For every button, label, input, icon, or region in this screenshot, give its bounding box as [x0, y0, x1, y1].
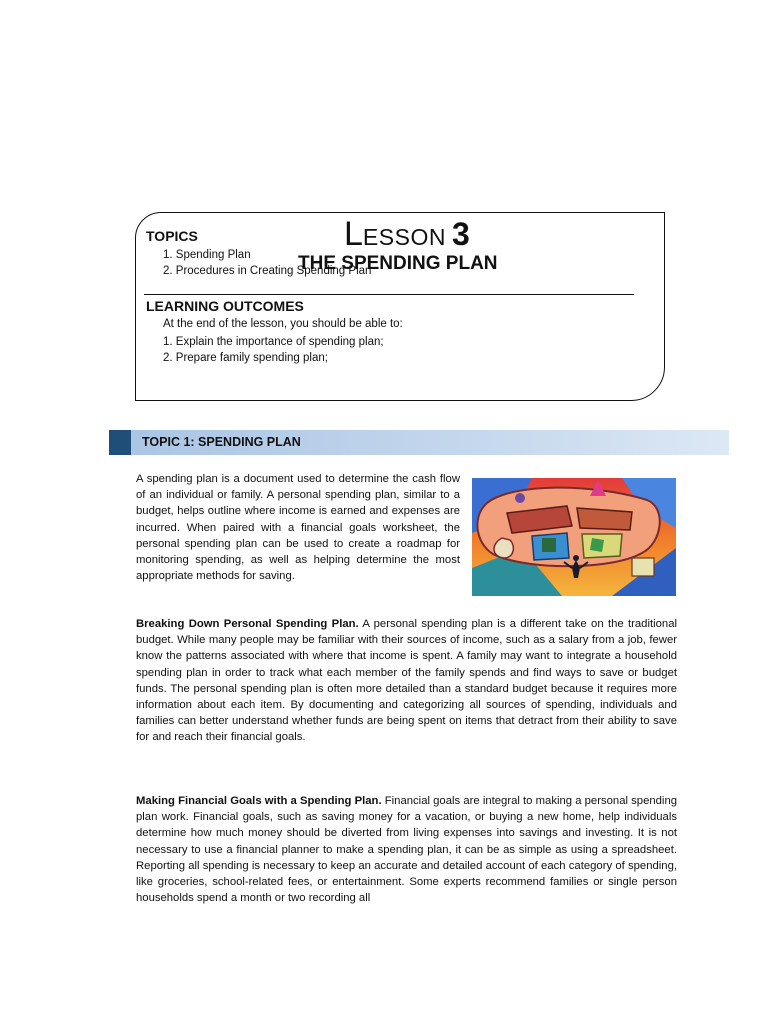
paragraph-lead: Breaking Down Personal Spending Plan.	[136, 618, 359, 630]
paragraph-body: A personal spending plan is a different take on the traditional budget. While many people may be familiar with their sources of income, such as a salary from a job, fewer know the patterns associated with where that income is spent. A family may want to integrate a household spending plan in order to track what each member of the family spends and find ways to save or budget funds. The personal spending plan is often more detailed than a standard budget because it requires more information about each item. By documenting and categorizing all sources of spending, individuals and families can better understand whether funds are being spent on items that detract from their ability to save for and reach their financial goals.	[136, 618, 677, 744]
lesson-number: 3	[451, 216, 470, 252]
learning-outcomes-heading: LEARNING OUTCOMES	[146, 298, 304, 314]
topic-heading: TOPIC 1: SPENDING PLAN	[142, 435, 301, 449]
paragraph-financial-goals	[136, 793, 677, 906]
learning-outcomes-intro: At the end of the lesson, you should be able to:	[163, 318, 403, 330]
topic-item: 2. Procedures in Creating Spending Plan	[163, 265, 372, 277]
topics-heading: TOPICS	[146, 228, 198, 244]
paragraph-body: Financial goals are integral to making a personal spending plan work. Financial goals, such as saving money for a vacation, or buying a new home, help individuals determine how much money should be diverted from living expenses into savings and investing. It is not necessary to use a financial planner to make a spending plan, it can be as simple as using a spreadsheet. Reporting all spending is necessary to keep an accurate and detailed account of each category of spending, like groceries, school-related fees, or entertainment. Some experts recommend families or single person households spend a month or two recording all	[136, 795, 678, 905]
outcome-item: 2. Prepare family spending plan;	[163, 352, 328, 364]
topic-heading-bar	[109, 430, 729, 455]
lesson-title-rest: ESSON	[362, 224, 446, 250]
learning-outcomes-list	[163, 334, 384, 366]
paragraph-breaking-down	[136, 616, 677, 746]
lesson-header-box	[135, 212, 665, 401]
spending-plan-illustration	[472, 478, 676, 596]
paragraph-intro: A spending plan is a document used to determine the cash flow of an individual or family. A personal spending plan, similar to a budget, helps outline where income is earned and expenses are incurred. When paired with a financial goals worksheet, the personal spending plan can be used to create a roadmap for monitoring spending, as well as helping determine the most appropriate methods for saving.	[136, 473, 460, 583]
topic-item: 1. Spending Plan	[163, 249, 251, 261]
section-divider	[144, 294, 634, 295]
topics-list	[163, 247, 371, 279]
topic-bar-tab	[109, 430, 131, 455]
outcome-item: 1. Explain the importance of spending plan;	[163, 336, 384, 348]
lesson-title-initial: L	[344, 215, 363, 253]
paragraph-lead: Making Financial Goals with a Spending Plan.	[136, 795, 382, 807]
lesson-subtitle: THE SPENDING PLAN	[298, 253, 498, 274]
